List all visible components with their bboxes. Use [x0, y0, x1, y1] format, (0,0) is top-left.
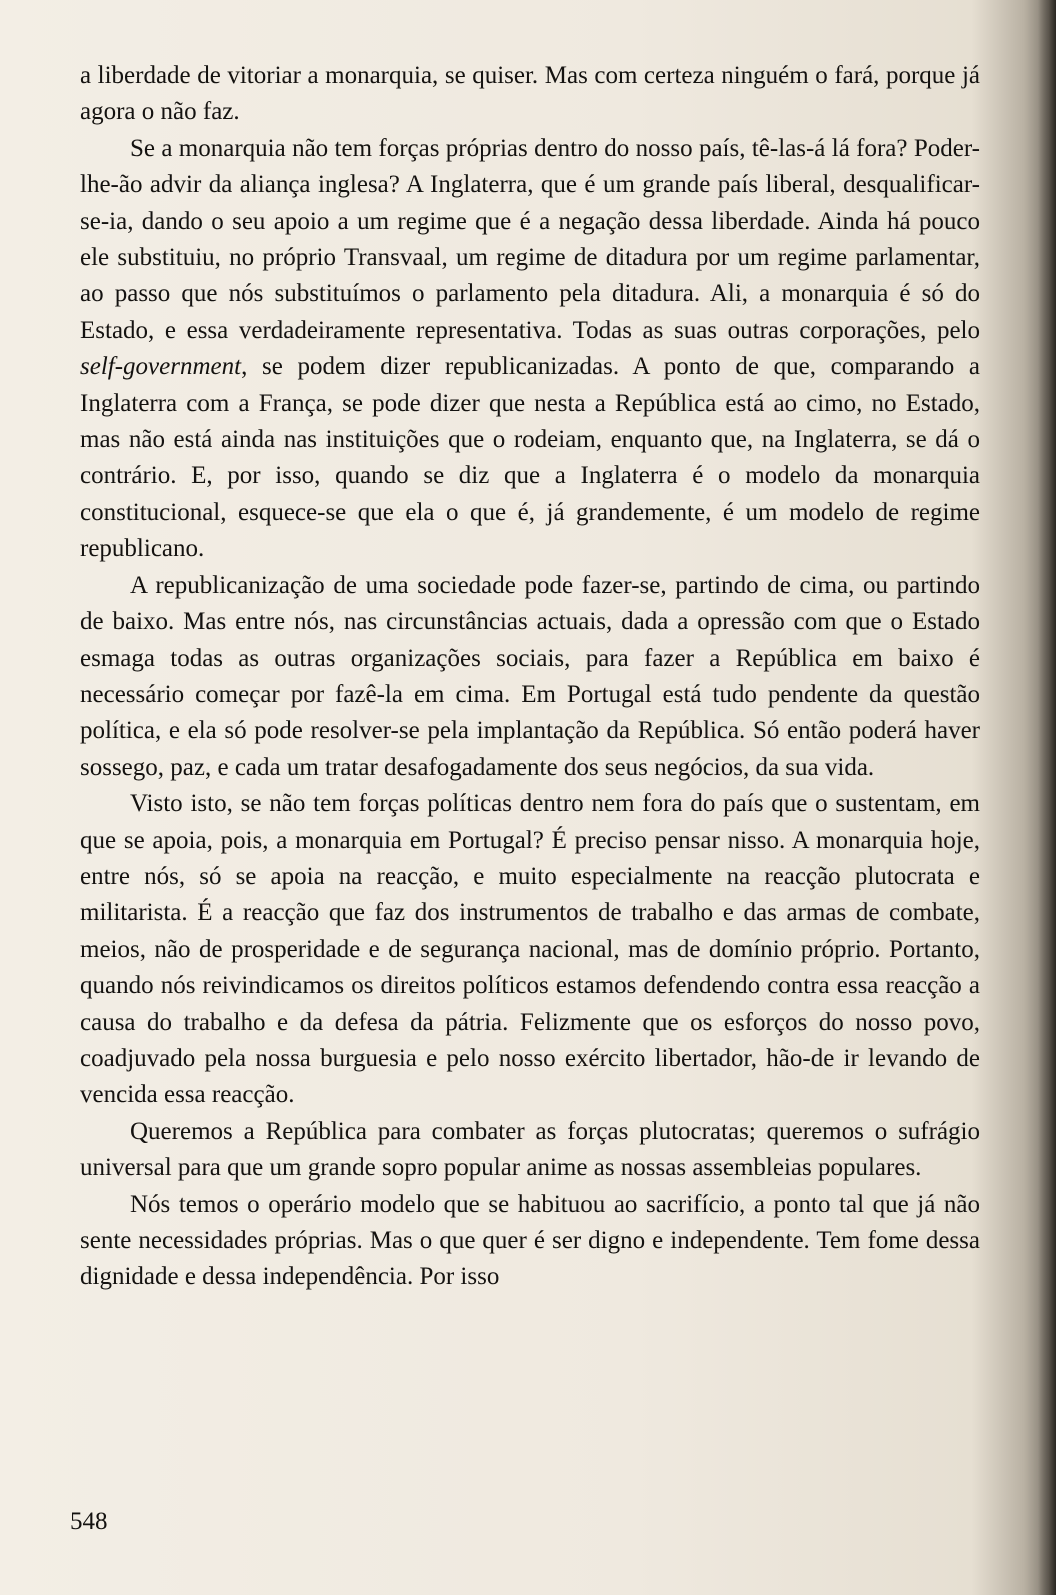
- paragraph: Se a monarquia não tem forças próprias dentro do nosso país, tê-las-á lá fora? Poder-lhe-ão advir da aliança inglesa? A Inglaterra, que é um grande país liberal, desqualificar-se-ia, dando o seu apoio a um regime que é a negação dessa liberdade. Ainda há pouco ele substituiu, no próprio Transvaal, um regime de ditadura por um regime parlamentar, ao passo que nós substituímos o parlamento pela ditadura. Ali, a monarquia é só do Estado, e essa verdadeiramente representativa. Todas as suas outras corporações, pelo self-government, se podem dizer republicanizadas. A ponto de que, comparando a Inglaterra com a França, se pode dizer que nesta a República está ao cimo, no Estado, mas não está ainda nas instituições que o rodeiam, enquanto que, na Inglaterra, se dá o contrário. E, por isso, quando se diz que a Inglaterra é o modelo da monarquia constitucional, esquece-se que ela o que é, já grandemente, é um modelo de regime republicano.: [80, 134, 980, 563]
- paragraph: Nós temos o operário modelo que se habituou ao sacrifício, a ponto tal que já não sente necessidades próprias. Mas o que quer é ser digno e independente. Tem fome dessa dignidade e dessa independência. Por isso: [80, 1190, 980, 1291]
- paragraph: Queremos a República para combater as forças plutocratas; queremos o sufrágio universal para que um grande sopro popular anime as nossas assembleias populares.: [80, 1117, 980, 1182]
- italic-term: self-government: [80, 353, 242, 381]
- page-number: 548: [70, 1508, 108, 1535]
- page-spine-shadow: [1038, 0, 1056, 1595]
- paragraph: a liberdade de vitoriar a monarquia, se quiser. Mas com certeza ninguém o fará, porque já agora o não faz.: [80, 62, 980, 126]
- paragraph: A republicanização de uma sociedade pode fazer-se, partindo de cima, ou partindo de baixo. Mas entre nós, nas circunstâncias actuais, dada a opressão com que o Estado esmaga todas as outras organizações sociais, para fazer a República em baixo é necessário começar por fazê-la em cima. Em Portugal está tudo pendente da questão política, e ela só pode resolver-se pela implantação da República. Só então poderá haver sossego, paz, e cada um tratar desafogadamente dos seus negócios, da sua vida.: [80, 571, 980, 781]
- paragraph: Visto isto, se não tem forças políticas dentro nem fora do país que o sustentam, em que se apoia, pois, a monarquia em Portugal? É preciso pensar nisso. A monarquia hoje, entre nós, só se apoia na reacção, e muito especialmente na reacção plutocrata e militarista. É a reacção que faz dos instrumentos de trabalho e das armas de combate, meios, não de prosperidade e de segurança nacional, mas de domínio próprio. Portanto, quando nós reivindicamos os direitos políticos estamos defendendo contra essa reacção a causa do trabalho e da defesa da pátria. Felizmente que os esforços do nosso povo, coadjuvado pela nossa burguesia e pelo nosso exército libertador, hão-de ir levando de vencida essa reacção.: [80, 790, 980, 1109]
- body-text: [80, 58, 980, 1296]
